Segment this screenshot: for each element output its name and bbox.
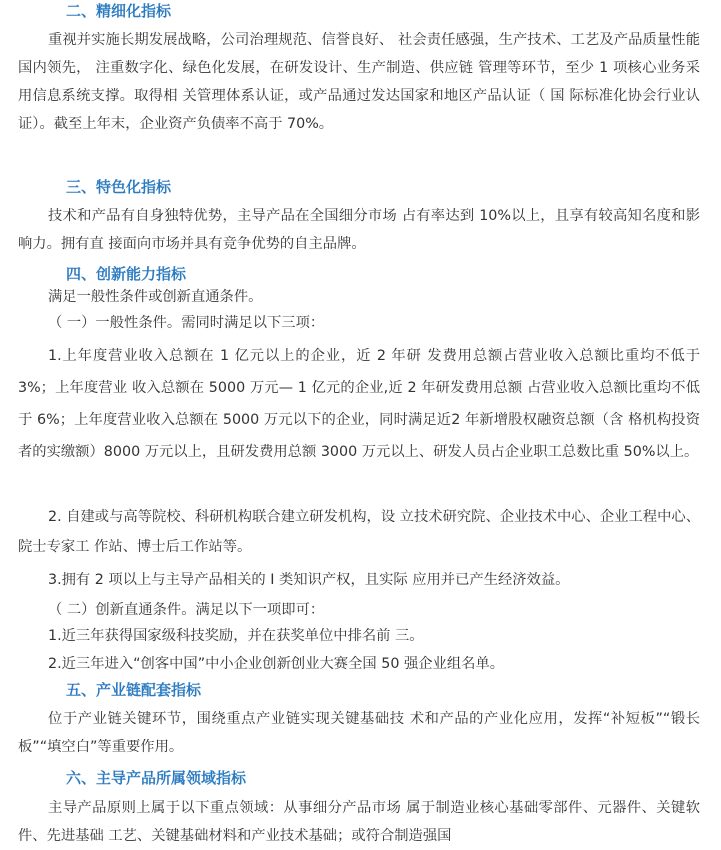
section-heading-specialty: 三、特色化指标 xyxy=(66,178,172,196)
direct-conditions-title: （ 二）创新直通条件。满足以下一项即可： xyxy=(48,602,325,618)
specialty-paragraph: 技术和产品有自身独特优势，主导产品在全国细分市场 占有率达到 10%以上，且享有较高知名度和影响力。拥有直 接面向市场并具有竞争优势的自主品牌。 xyxy=(18,208,700,252)
section-heading-refinement: 二、精细化指标 xyxy=(66,2,172,20)
direct-condition-1: 1.近三年获得国家级科技奖励，并在获奖单位中排名前 三。 xyxy=(48,628,424,644)
section-heading-main-products: 六、主导产品所属领域指标 xyxy=(66,769,247,787)
main-products-paragraph: 主导产品原则上属于以下重点领域：从事细分产品市场 属于制造业核心基础零部件、元器件、关键软件、先进基础 工艺、关键基础材料和产业技术基础；或符合制造强国 xyxy=(18,800,700,844)
general-condition-3: 3.拥有 2 项以上与主导产品相关的 I 类知识产权，且实际 应用并已产生经济效益。 xyxy=(48,572,570,588)
section-heading-innovation: 四、创新能力指标 xyxy=(66,265,187,283)
section-heading-industry-chain: 五、产业链配套指标 xyxy=(66,681,202,699)
general-condition-2: 2. 自建或与高等院校、科研机构联合建立研发机构，设 立技术研究院、企业技术中心、企业工程中心、院士专家工 作站、博士后工作站等。 xyxy=(18,509,700,555)
general-conditions-title: （ 一）一般性条件。需同时满足以下三项： xyxy=(48,315,325,331)
general-condition-1: 1.上年度营业收入总额在 1 亿元以上的企业，近 2 年研 发费用总额占营业收入总额比重均不低于 3%；上年度营业 收入总额在 5000 万元— 1 亿元的企业,近 2 年研发费用总额 占营业收入总额比重均不低于 6%；上年度营业收入总额在 5000 万元以下的企业，同时满足近2 年新增股权融资总额（含 格机构投资者的实缴额）8000 万元以上，且研发费用总额 3000 万元以上、研发人员占企业职工总数比重 50%以上。 xyxy=(18,348,700,460)
refinement-paragraph: 重视并实施长期发展战略，公司治理规范、信誉良好、 社会责任感强，生产技术、工艺及产品质量性能国内领先， 注重数字化、绿色化发展，在研发设计、生产制造、供应链 管理等环节，至少 1 项核心业务采用信息系统支撑。取得相 关管理体系认证，或产品通过发达国家和地区产品认证（ 国 际标准化协会行业认证）。截至上年末，企业资产负债率不高于 70%。 xyxy=(18,32,700,132)
direct-condition-2: 2.近三年进入“创客中国”中小企业创新创业大赛全国 50 强企业组名单。 xyxy=(48,656,505,672)
industry-chain-paragraph: 位于产业链关键环节，围绕重点产业链实现关键基础技 术和产品的产业化应用，发挥“补短板”“锻长板”“填空白”等重要作用。 xyxy=(18,711,700,755)
innovation-intro: 满足一般性条件或创新直通条件。 xyxy=(48,289,263,305)
